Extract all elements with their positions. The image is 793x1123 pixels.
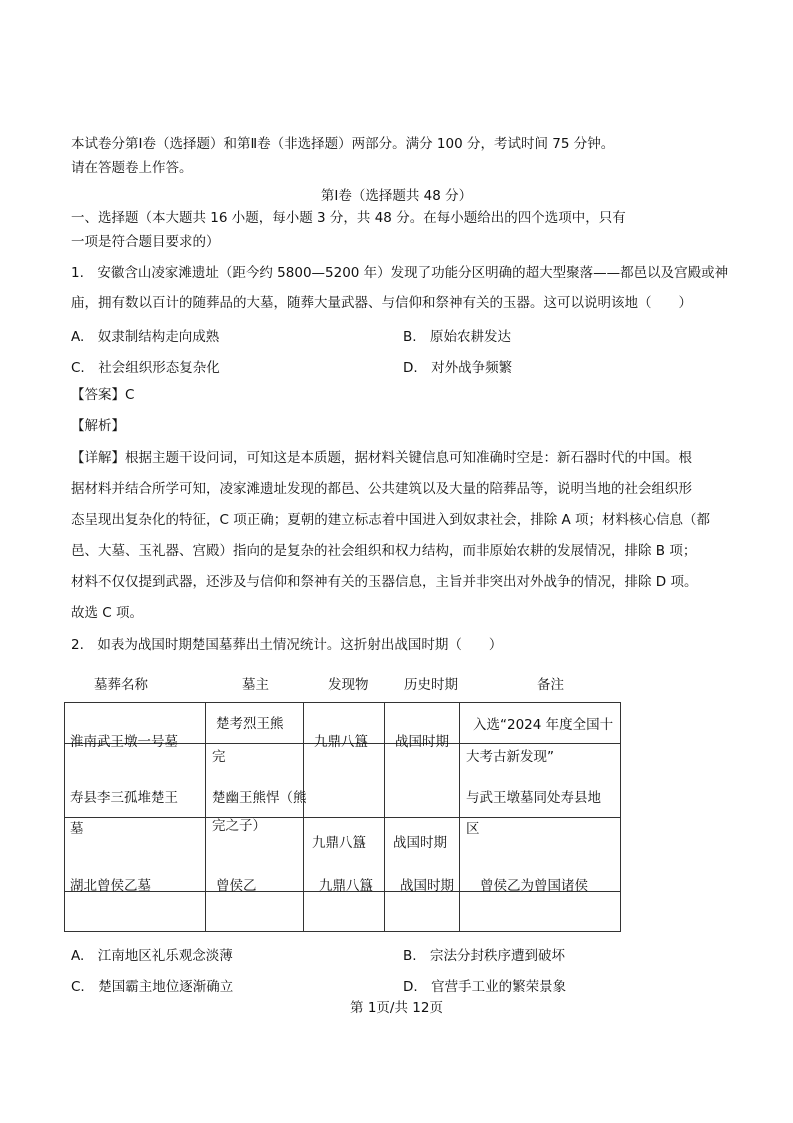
q1-stem-line-1: 1. 安徽含山凌家滩遗址（距今约 5800—5200 年）发现了功能分区明确的超大型聚落——都邑以及宫殿或神 <box>71 265 729 281</box>
q2-option-a: A. 江南地区礼乐观念淡薄 <box>71 948 233 964</box>
table-cell: 与武王墩墓同处寿县地 <box>466 790 601 806</box>
table-border <box>459 702 460 932</box>
table-cell: 曾侯乙为曾国诸侯 <box>480 878 588 894</box>
q1-detail-line: 据材料并结合所学可知，凌家滩遗址发现的都邑、公共建筑以及大量的陪葬品等，说明当地的社会组织形 <box>71 481 692 497</box>
page-footer: 第 1页/共 12页 <box>350 1000 443 1016</box>
table-cell: 曾侯乙 <box>216 878 257 894</box>
table-border <box>205 702 206 932</box>
q1-answer: 【答案】C <box>71 387 135 403</box>
table-cell: 完之子） <box>212 818 266 834</box>
table-cell: 大考古新发现” <box>466 749 554 765</box>
table-border <box>64 931 621 932</box>
section-title: 第Ⅰ卷（选择题共 48 分） <box>320 188 473 204</box>
table-cell: 楚考烈王熊 <box>216 716 284 732</box>
table-header-note: 备注 <box>537 677 564 693</box>
q2-option-b: B. 宗法分封秩序遭到破坏 <box>403 948 566 964</box>
table-cell: 区 <box>466 821 480 837</box>
table-border <box>64 817 621 818</box>
table-border <box>64 702 65 932</box>
q2-stem: 2. 如表为战国时期楚国墓葬出土情况统计。这折射出战国时期（ ） <box>71 637 503 653</box>
table-cell: 战国时期 <box>395 734 449 750</box>
q1-analysis-label: 【解析】 <box>71 418 125 434</box>
table-cell: 战国时期 <box>393 835 447 851</box>
table-cell: 入选“2024 年度全国十 <box>473 717 614 733</box>
q1-detail-line: 故选 C 项。 <box>71 605 144 621</box>
instructions-line-2: 一项是符合题目要求的） <box>71 234 220 250</box>
q1-option-a: A. 奴隶制结构走向成熟 <box>71 329 220 345</box>
table-cell: 楚幽王熊悍（熊 <box>212 790 307 806</box>
q1-stem-line-2: 庙，拥有数以百计的随葬品的大墓，随葬大量武器、与信仰和祭神有关的玉器。这可以说明该地（ ） <box>71 295 692 311</box>
table-cell: 淮南武王墩一号墓 <box>70 734 178 750</box>
table-border <box>64 702 621 703</box>
q2-option-c: C. 楚国霸主地位逐渐确立 <box>71 979 234 995</box>
intro-line-2: 请在答题卷上作答。 <box>71 160 193 176</box>
q1-detail-line: 邑、大墓、玉礼器、宫殿）指向的是复杂的社会组织和权力结构，而非原始农耕的发展情况，排除 B 项； <box>71 543 697 559</box>
q1-option-d: D. 对外战争频繁 <box>403 360 513 376</box>
table-cell: 完 <box>212 749 226 765</box>
table-border <box>620 702 621 932</box>
q1-detail-line: 态呈现出复杂化的特征，C 项正确；夏朝的建立标志着中国进入到奴隶社会，排除 A 项；材料核心信息（都 <box>71 512 711 528</box>
q1-option-c: C. 社会组织形态复杂化 <box>71 360 220 376</box>
q2-option-d: D. 官营手工业的繁荣景象 <box>403 979 567 995</box>
intro-line-1: 本试卷分第Ⅰ卷（选择题）和第Ⅱ卷（非选择题）两部分。满分 100 分，考试时间 75 分钟。 <box>71 136 615 152</box>
table-cell: 九鼎八簋 <box>319 878 373 894</box>
table-header-name: 墓葬名称 <box>94 677 148 693</box>
table-cell: 战国时期 <box>400 878 454 894</box>
table-header-finds: 发现物 <box>328 677 369 693</box>
q1-detail-line: 【详解】根据主题干设问词，可知这是本质题，据材料关键信息可知准确时空是：新石器时代的中国。根 <box>71 450 692 466</box>
q1-detail-line: 材料不仅仅提到武器，还涉及与信仰和祭神有关的玉器信息，主旨并非突出对外战争的情况，排除 D 项。 <box>71 574 698 590</box>
table-cell: 九鼎八簋 <box>312 835 366 851</box>
table-border <box>303 702 304 932</box>
table-header-period: 历史时期 <box>404 677 458 693</box>
table-header-owner: 墓主 <box>242 677 269 693</box>
instructions-line-1: 一、选择题（本大题共 16 小题，每小题 3 分，共 48 分。在每小题给出的四个选项中，只有 <box>71 210 626 226</box>
table-border <box>384 702 385 932</box>
q1-option-b: B. 原始农耕发达 <box>403 329 512 345</box>
table-cell: 湖北曾侯乙墓 <box>70 878 151 894</box>
table-cell: 九鼎八簋 <box>314 734 368 750</box>
table-cell: 寿县李三孤堆楚王 <box>70 790 178 806</box>
table-cell: 墓 <box>70 821 84 837</box>
